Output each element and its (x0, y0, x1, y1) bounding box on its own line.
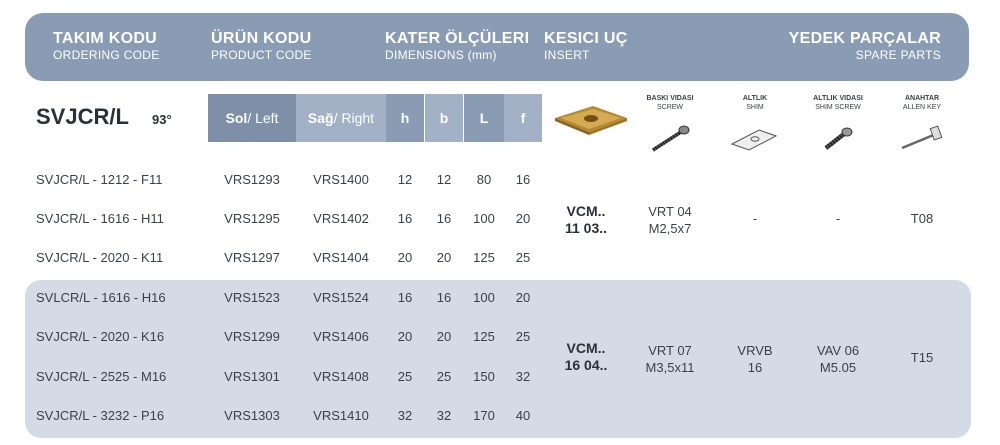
left-code-cell: VRS1303 (224, 408, 280, 423)
column-right-bold: Sağ (307, 110, 334, 126)
f-cell: 20 (515, 290, 531, 305)
header-insert (544, 30, 628, 62)
f-cell: 16 (515, 172, 531, 187)
ordering-code-cell: SVJCR/L - 1616 - H11 (36, 211, 164, 226)
column-left-header (208, 94, 296, 142)
header-dimensions (385, 30, 529, 62)
ordering-code-cell: SVJCR/L - 3232 - P16 (36, 408, 165, 423)
header-product-code (211, 30, 312, 62)
ordering-code-cell: SVLCR/L - 1616 - H16 (36, 290, 166, 305)
column-h-header: h (386, 94, 424, 142)
b-cell: 20 (436, 250, 452, 265)
shim-code-line1: - (752, 211, 758, 226)
screw-code-group-two (630, 342, 710, 376)
left-code-cell: VRS1299 (224, 329, 280, 344)
b-cell: 12 (436, 172, 452, 187)
shim-code-group-two (715, 342, 795, 376)
shim-icon (729, 126, 779, 152)
left-code-cell: VRS1297 (224, 250, 280, 265)
header-product-subtitle: PRODUCT CODE (211, 48, 312, 62)
right-code-cell: VRS1406 (313, 329, 369, 344)
screw-label-tr: BASKI VIDASI (646, 95, 694, 102)
insert-code-group-one (548, 203, 624, 237)
ordering-code-cell: SVJCR/L - 1212 - F11 (36, 172, 163, 187)
shim-screw-code-line2: M5.05 (819, 360, 857, 375)
shim-code-line1: VRVB (737, 343, 773, 358)
shim-screw-label (806, 94, 870, 112)
column-f-header: f (504, 94, 542, 142)
L-cell: 170 (473, 408, 495, 423)
tool-family-title: SVJCR/L (36, 104, 129, 129)
left-code-cell: VRS1293 (224, 172, 280, 187)
header-spare-title: YEDEK PARÇALAR (788, 30, 941, 47)
h-cell: 16 (397, 211, 413, 226)
right-code-cell: VRS1402 (313, 211, 369, 226)
shim-label-en: SHIM (746, 104, 764, 111)
left-code-cell: VRS1295 (224, 211, 280, 226)
h-cell: 32 (397, 408, 413, 423)
header-product-title: ÜRÜN KODU (211, 30, 312, 47)
ordering-code-cell: SVJCR/L - 2020 - K11 (36, 250, 164, 265)
insert-image (553, 104, 629, 136)
screw-code-line2: M2,5x7 (648, 221, 692, 236)
key-label-tr: ANAHTAR (904, 95, 940, 102)
header-spare-subtitle: SPARE PARTS (855, 48, 941, 62)
insert-code-group-two (548, 340, 624, 374)
key-code-group-one: T08 (910, 211, 934, 226)
key-label-en: ALLEN KEY (902, 104, 942, 111)
key-label (892, 94, 952, 112)
b-cell: 16 (436, 290, 452, 305)
h-cell: 16 (397, 290, 413, 305)
left-code-cell: VRS1523 (224, 290, 280, 305)
right-code-cell: VRS1410 (313, 408, 369, 423)
shim-screw-icon (818, 124, 858, 154)
column-L-header: L (464, 94, 504, 142)
b-cell: 25 (436, 369, 452, 384)
L-cell: 150 (473, 369, 495, 384)
header-ordering-code (53, 30, 160, 62)
b-cell: 32 (436, 408, 452, 423)
allen-key-icon (898, 124, 946, 154)
key-code-group-two: T15 (910, 350, 934, 365)
column-right-header (296, 94, 386, 142)
screw-label (640, 94, 700, 112)
L-cell: 80 (476, 172, 492, 187)
L-cell: 100 (473, 211, 495, 226)
screw-code-line2: M3,5x11 (645, 360, 695, 375)
screw-label-en: SCREW (656, 104, 684, 111)
screw-icon (647, 124, 691, 154)
header-insert-subtitle: INSERT (544, 48, 590, 62)
h-cell: 25 (397, 369, 413, 384)
insert-code-line1: VCM.. (566, 340, 606, 356)
column-right-text: / Right (333, 110, 375, 126)
left-code-cell: VRS1301 (224, 369, 280, 384)
shim-screw-label-en: SHIM SCREW (815, 104, 861, 111)
shim-label (725, 94, 785, 112)
ordering-code-cell: SVJCR/L - 2525 - M16 (36, 369, 167, 384)
header-insert-title: KESICI UÇ (544, 30, 628, 47)
f-cell: 20 (515, 211, 531, 226)
shim-screw-code-group-two (798, 342, 878, 376)
header-ordering-title: TAKIM KODU (53, 30, 158, 47)
tool-angle: 93° (152, 112, 172, 127)
h-cell: 20 (397, 329, 413, 344)
screw-code-group-one (630, 203, 710, 237)
b-cell: 20 (436, 329, 452, 344)
L-cell: 125 (473, 250, 495, 265)
header-dimensions-title: KATER ÖLÇÜLERI (385, 30, 530, 47)
shim-screw-code-group-one (798, 211, 878, 226)
ordering-code-cell: SVJCR/L - 2020 - K16 (36, 329, 165, 344)
shim-code-group-one (715, 211, 795, 226)
right-code-cell: VRS1404 (313, 250, 369, 265)
L-cell: 125 (473, 329, 495, 344)
right-code-cell: VRS1400 (313, 172, 369, 187)
header-ordering-subtitle: ORDERING CODE (53, 48, 160, 62)
header-dimensions-subtitle: DIMENSIONS (mm) (385, 48, 497, 62)
shim-label-tr: ALTLIK (742, 95, 768, 102)
screw-code-line1: VRT 04 (648, 204, 692, 219)
insert-code-line2: 11 03.. (564, 220, 608, 236)
L-cell: 100 (473, 290, 495, 305)
insert-code-line1: VCM.. (566, 203, 606, 219)
header-band (25, 13, 969, 81)
screw-code-line1: VRT 07 (648, 343, 692, 358)
shim-screw-code-line1: - (835, 211, 841, 226)
insert-code-line2: 16 04.. (564, 357, 608, 373)
right-code-cell: VRS1408 (313, 369, 369, 384)
b-cell: 16 (436, 211, 452, 226)
column-left-bold: Sol (225, 110, 248, 126)
right-code-cell: VRS1524 (313, 290, 369, 305)
column-left-text: / Left (247, 110, 279, 126)
f-cell: 32 (515, 369, 531, 384)
shim-screw-code-line1: VAV 06 (816, 343, 860, 358)
header-spare-parts (789, 30, 941, 62)
f-cell: 25 (515, 329, 531, 344)
h-cell: 20 (397, 250, 413, 265)
f-cell: 40 (515, 408, 531, 423)
shim-screw-label-tr: ALTLIK VIDASI (813, 95, 863, 102)
shim-code-line2: 16 (747, 360, 763, 375)
f-cell: 25 (515, 250, 531, 265)
column-b-header: b (425, 94, 463, 142)
h-cell: 12 (397, 172, 413, 187)
